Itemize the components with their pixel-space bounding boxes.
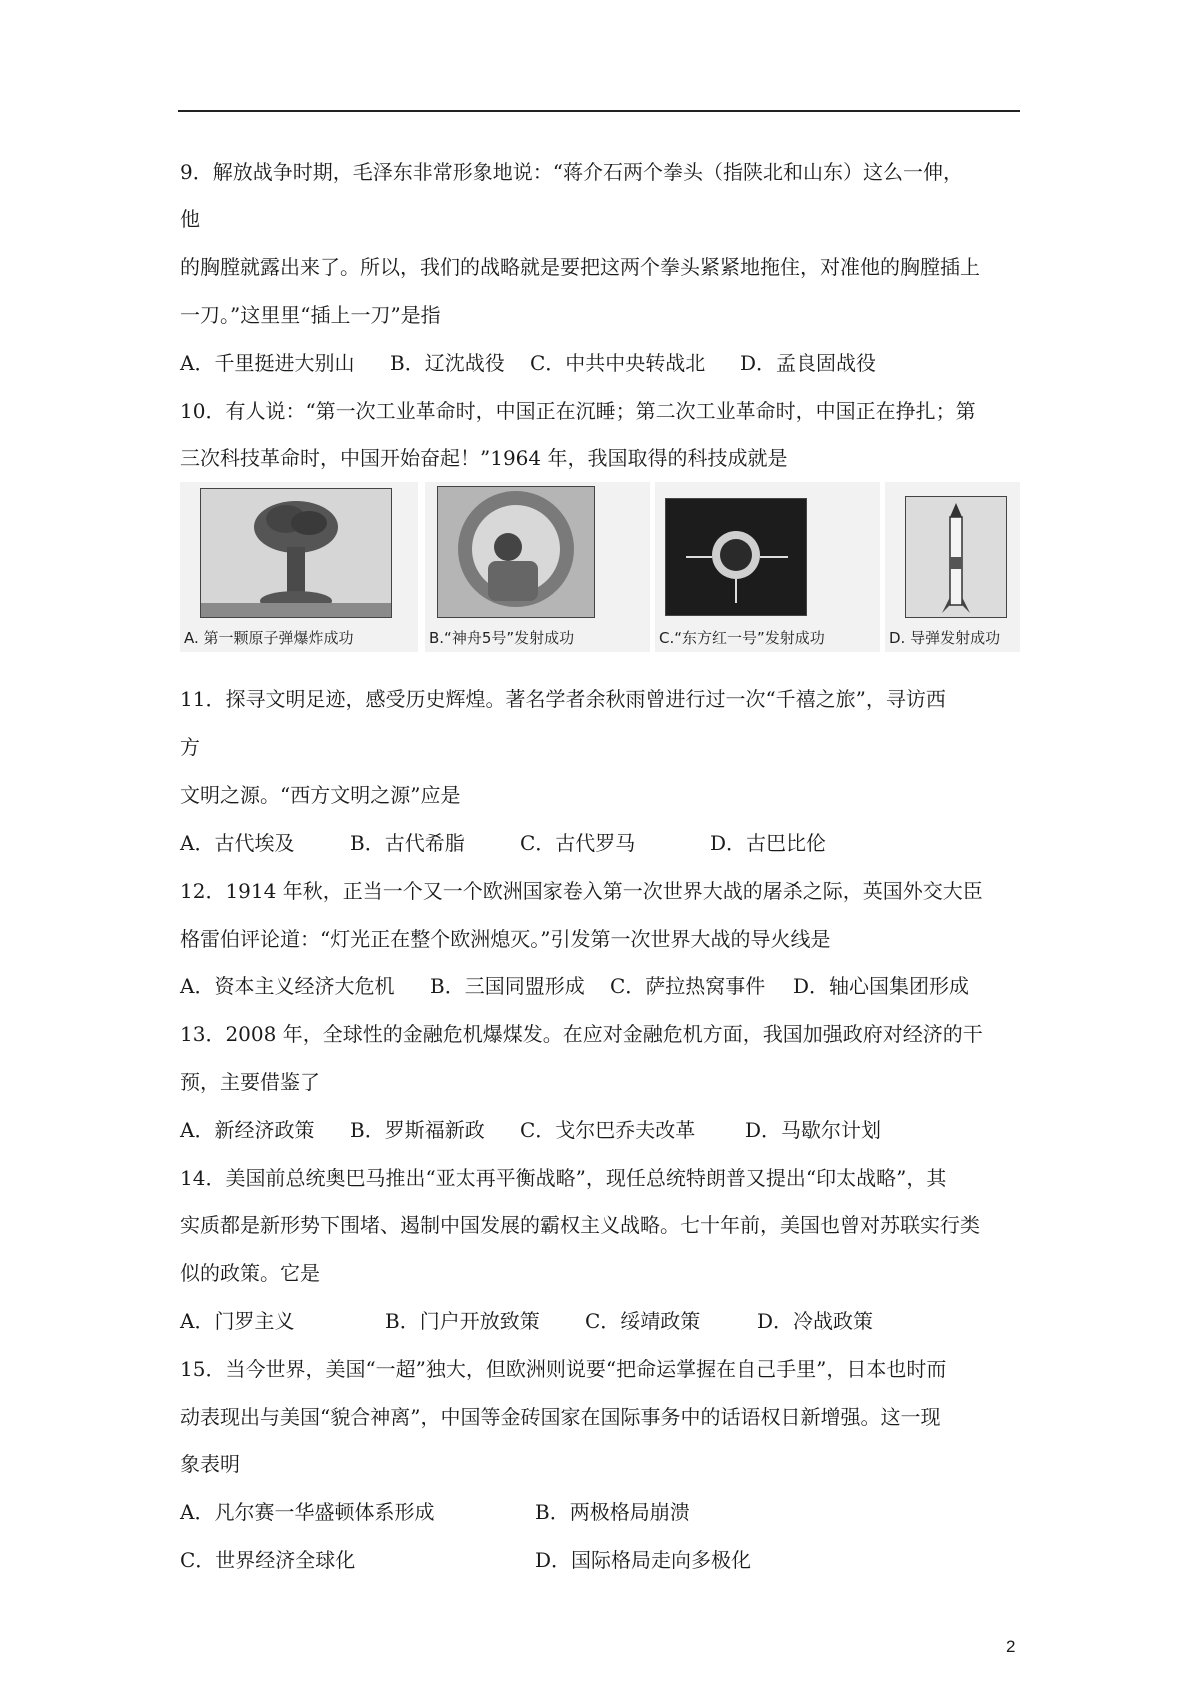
photo-atomic-bomb [180, 482, 418, 652]
photo-missile [885, 482, 1020, 652]
q12-option-b: B．三国同盟形成 [430, 974, 585, 998]
q13-option-b: B．罗斯福新政 [350, 1118, 485, 1142]
q9-line-1: 9．解放战争时期，毛泽东非常形象地说：“蒋介石两个拳头（指陕北和山东）这么一伸， [180, 160, 963, 184]
q11-line-2: 方 [180, 735, 200, 759]
q13-option-d: D．马歇尔计划 [745, 1118, 882, 1142]
photo-caption-a: A. 第一颗原子弹爆炸成功 [184, 629, 354, 647]
q11-line-3: 文明之源。“西方文明之源”应是 [180, 783, 461, 807]
q9-line-2: 他 [180, 207, 200, 231]
q14-line-3: 似的政策。它是 [180, 1261, 320, 1285]
q13-option-a: A．新经济政策 [180, 1118, 315, 1142]
astronaut-capsule-icon [438, 487, 594, 617]
q14-option-b: B．门户开放致策 [385, 1309, 540, 1333]
q10-line-1: 10．有人说：“第一次工业革命时，中国正在沉睡；第二次工业革命时，中国正在挣扎；第 [180, 399, 976, 423]
q12-option-a: A．资本主义经济大危机 [180, 974, 395, 998]
page-number: 2 [1006, 1637, 1016, 1656]
q15-line-1: 15．当今世界，美国“一超”独大，但欧洲则说要“把命运掌握在自己手里”，日本也时而 [180, 1357, 947, 1381]
q9-line-3: 的胸膛就露出来了。所以，我们的战略就是要把这两个拳头紧紧地拖住，对准他的胸膛插上 [180, 255, 980, 279]
photo-dongfanghong-1 [655, 482, 880, 652]
q15-option-c: C．世界经济全球化 [180, 1548, 356, 1572]
q10-line-2: 三次科技革命时，中国开始奋起！”1964 年，我国取得的科技成就是 [180, 446, 788, 470]
q14-option-c: C．绥靖政策 [585, 1309, 701, 1333]
missile-icon [906, 497, 1006, 617]
photo-caption-b: B.“神舟5号”发射成功 [429, 629, 575, 647]
q13-option-c: C．戈尔巴乔夫改革 [520, 1118, 696, 1142]
q14-line-2: 实质都是新形势下围堵、遏制中国发展的霸权主义战略。七十年前，美国也曾对苏联实行类 [180, 1213, 980, 1237]
q11-option-d: D．古巴比伦 [710, 831, 827, 855]
q12-line-1: 12．1914 年秋，正当一个又一个欧洲国家卷入第一次世界大战的屠杀之际，英国外交大臣 [180, 879, 983, 903]
q9-option-d: D．孟良固战役 [740, 351, 877, 375]
q11-option-a: A．古代埃及 [180, 831, 295, 855]
q11-option-c: C．古代罗马 [520, 831, 636, 855]
q15-option-a: A．凡尔赛一华盛顿体系形成 [180, 1500, 435, 1524]
photo-shenzhou-5 [425, 482, 650, 652]
q14-option-a: A．门罗主义 [180, 1309, 295, 1333]
q15-option-d: D．国际格局走向多极化 [535, 1548, 752, 1572]
q12-option-c: C．萨拉热窝事件 [610, 974, 766, 998]
q12-line-2: 格雷伯评论道：“灯光正在整个欧洲熄灭。”引发第一次世界大战的导火线是 [180, 927, 831, 951]
photo-caption-d: D. 导弹发射成功 [889, 629, 1001, 647]
q12-option-d: D．轴心国集团形成 [793, 974, 970, 998]
satellite-icon [666, 499, 806, 615]
q14-line-1: 14．美国前总统奥巴马推出“亚太再平衡战略”，现任总统特朗普又提出“印太战略”，其 [180, 1166, 947, 1190]
q9-line-4: 一刀。”这里里“插上一刀”是指 [180, 303, 441, 327]
header-rule [178, 110, 1020, 112]
mushroom-cloud-icon [201, 489, 391, 617]
q9-option-c: C．中共中央转战北 [530, 351, 706, 375]
q9-option-b: B．辽沈战役 [390, 351, 505, 375]
q11-line-1: 11．探寻文明足迹，感受历史辉煌。著名学者余秋雨曾进行过一次“千禧之旅”，寻访西 [180, 687, 946, 711]
q13-line-1: 13．2008 年，全球性的金融危机爆煤发。在应对金融危机方面，我国加强政府对经济的干 [180, 1022, 983, 1046]
q11-option-b: B．古代希脂 [350, 831, 465, 855]
q13-line-2: 预，主要借鉴了 [180, 1070, 320, 1094]
q15-option-b: B．两极格局崩溃 [535, 1500, 690, 1524]
q9-option-a: A．千里挺进大别山 [180, 351, 355, 375]
q15-line-2: 动表现出与美国“貌合神离”，中国等金砖国家在国际事务中的话语权日新增强。这一现 [180, 1405, 941, 1429]
photo-caption-c: C.“东方红一号”发射成功 [659, 629, 825, 647]
q15-line-3: 象表明 [180, 1452, 240, 1476]
q14-option-d: D．冷战政策 [757, 1309, 874, 1333]
